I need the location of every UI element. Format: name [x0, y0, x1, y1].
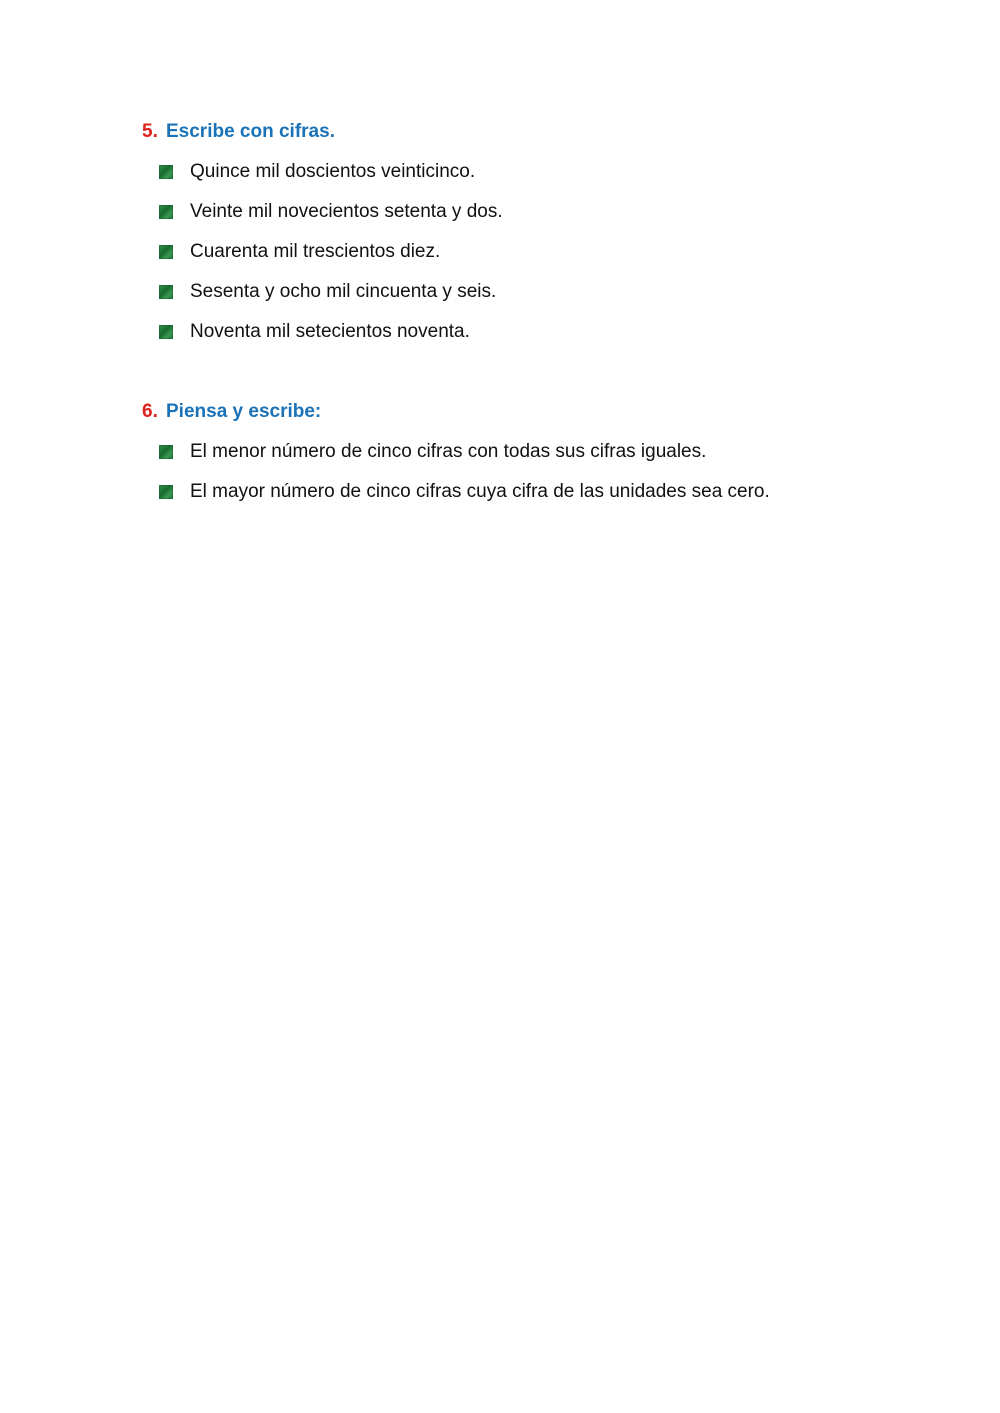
exercise-6-heading — [142, 398, 902, 426]
green-square-bullet-icon — [159, 245, 173, 259]
list-item-text: El mayor número de cinco cifras cuya cifra de las unidades sea cero. — [190, 481, 770, 502]
green-square-bullet-icon — [159, 485, 173, 499]
list-item — [142, 158, 902, 186]
list-item-text: Sesenta y ocho mil cincuenta y seis. — [190, 281, 497, 302]
exercise-number: 5. — [142, 121, 158, 142]
list-item-text: Noventa mil setecientos noventa. — [190, 321, 470, 342]
green-square-bullet-icon — [159, 165, 173, 179]
exercise-6-list — [142, 438, 902, 506]
list-item — [142, 278, 902, 306]
exercise-number: 6. — [142, 401, 158, 422]
exercise-title: Escribe con cifras. — [166, 121, 335, 142]
exercise-title: Piensa y escribe: — [166, 401, 322, 422]
list-item — [142, 238, 902, 266]
list-item-text: Cuarenta mil trescientos diez. — [190, 241, 441, 262]
list-item — [142, 318, 902, 346]
list-item — [142, 198, 902, 226]
list-item-text: Veinte mil novecientos setenta y dos. — [190, 201, 503, 222]
green-square-bullet-icon — [159, 325, 173, 339]
exercise-5-list — [142, 158, 902, 346]
exercise-5-heading — [142, 118, 902, 146]
exercise-6 — [142, 398, 902, 518]
list-item — [142, 438, 902, 466]
list-item — [142, 478, 902, 506]
green-square-bullet-icon — [159, 205, 173, 219]
list-item-text: Quince mil doscientos veinticinco. — [190, 161, 476, 182]
green-square-bullet-icon — [159, 285, 173, 299]
green-square-bullet-icon — [159, 445, 173, 459]
list-item-text: El menor número de cinco cifras con todas sus cifras iguales. — [190, 441, 707, 462]
exercise-5 — [142, 118, 902, 358]
